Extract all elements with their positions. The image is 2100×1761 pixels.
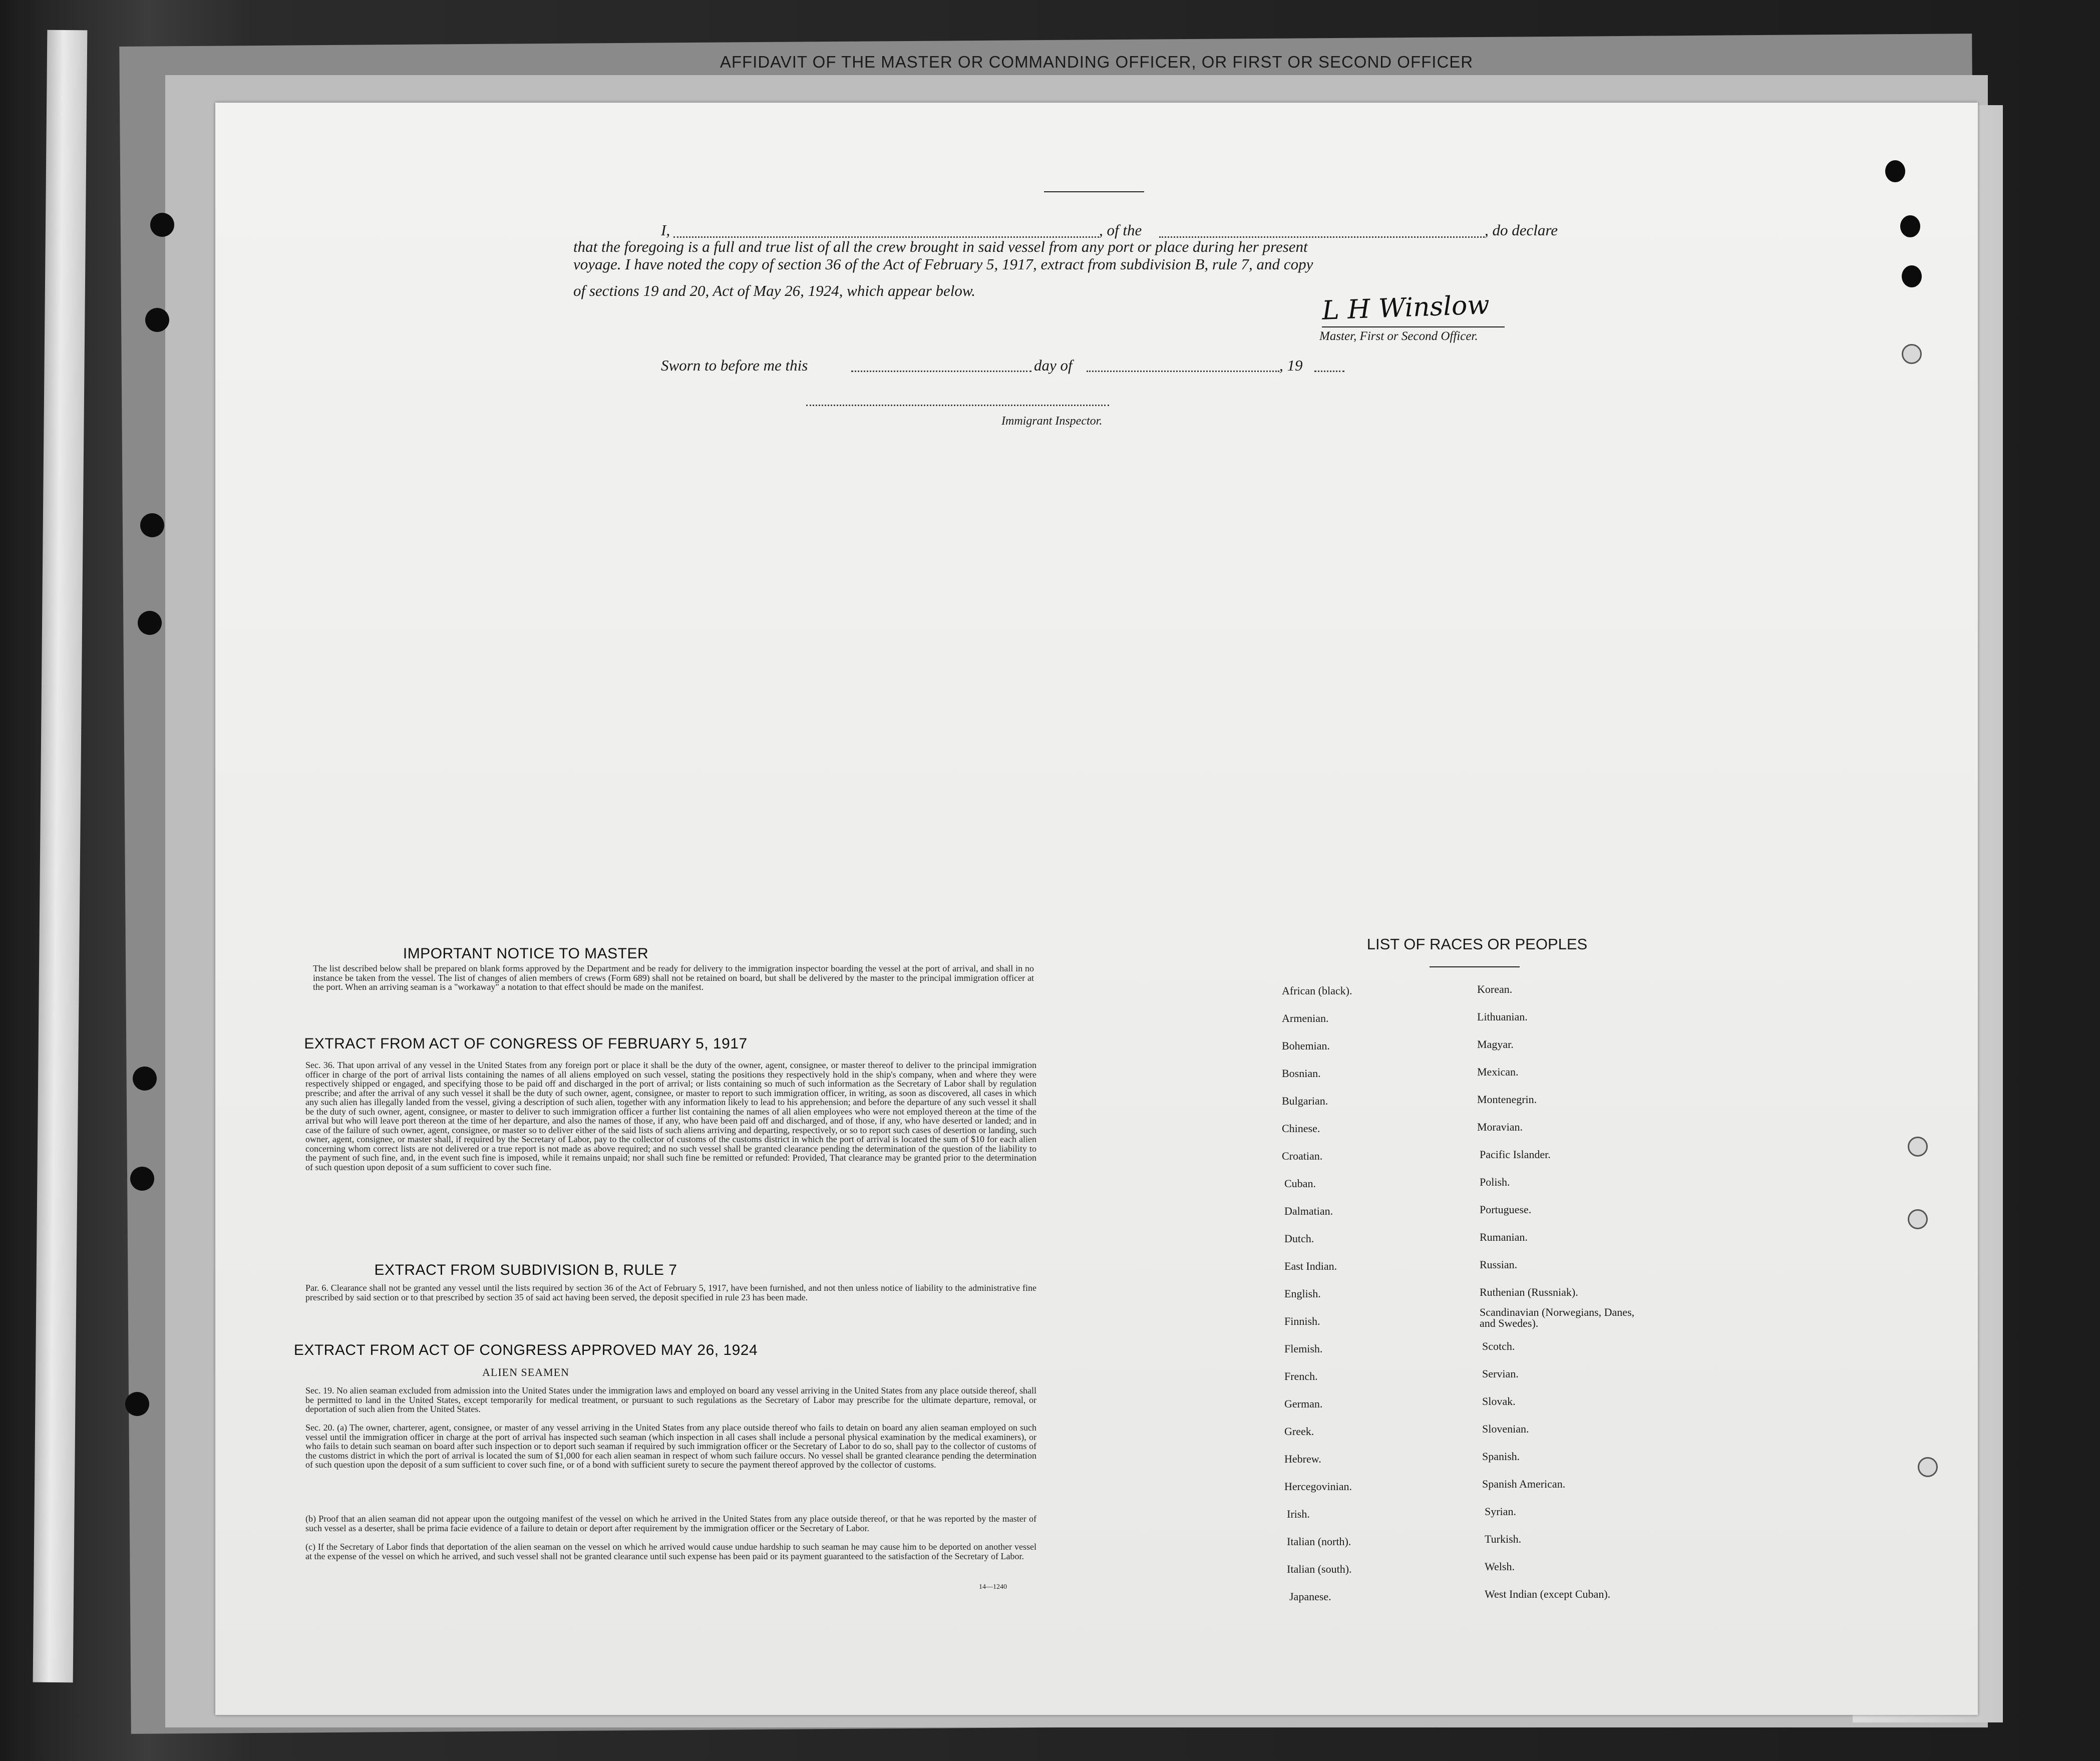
sec20c-body: (c) If the Secretary of Labor finds that deportation of the alien seaman on the vessel on which he arrived would cause undue hardship to such seaman he may cause him to be deported on another vessel at the expense of the vessel on which he arrived, and such vessel shall not be granted clearance until such expense has been paid or its payment guaranteed to the satisfaction of the Secretary of Labor. bbox=[305, 1542, 1036, 1561]
race-right: Russian. bbox=[1480, 1258, 1518, 1271]
race-right: Magyar. bbox=[1477, 1038, 1514, 1050]
race-right: Slovak. bbox=[1482, 1395, 1516, 1407]
inspector-label: Immigrant Inspector. bbox=[1001, 415, 1103, 428]
notice-title: IMPORTANT NOTICE TO MASTER bbox=[403, 945, 649, 962]
extract-1917-title: EXTRACT FROM ACT OF CONGRESS OF FEBRUARY 5, 1917 bbox=[304, 1035, 748, 1052]
race-right: Korean. bbox=[1477, 983, 1513, 995]
race-left: Bosnian. bbox=[1282, 1067, 1321, 1080]
race-left: Japanese. bbox=[1289, 1590, 1331, 1603]
signature-label: Master, First or Second Officer. bbox=[1319, 329, 1478, 343]
extract-rule7-body: Par. 6. Clearance shall not be granted any vessel until the lists required by section 36 of the Act of February 5, 1917, have been furnished, and not then unless notice of liability to the administrative fine prescribed by said section or to that prescribed by section 35 of said act having been served, the deposit specified in rule 23 has been made. bbox=[305, 1283, 1036, 1302]
race-right: Spanish. bbox=[1482, 1450, 1520, 1463]
race-left: Dutch. bbox=[1284, 1232, 1314, 1245]
race-right: Ruthenian (Russniak). bbox=[1480, 1286, 1578, 1298]
sworn-month-blank bbox=[1087, 371, 1279, 372]
race-left: Greek. bbox=[1284, 1425, 1314, 1438]
punch-hole bbox=[140, 513, 164, 537]
races-title: LIST OF RACES OR PEOPLES bbox=[1366, 935, 1588, 953]
punch-hole bbox=[1918, 1457, 1938, 1477]
alien-seamen-subtitle: ALIEN SEAMEN bbox=[482, 1366, 569, 1378]
affidavit-line-1 bbox=[661, 221, 670, 239]
race-left: Hercegovinian. bbox=[1284, 1480, 1352, 1493]
race-left: English. bbox=[1284, 1287, 1321, 1300]
race-left: East Indian. bbox=[1284, 1260, 1337, 1272]
affidavit-i: I, bbox=[661, 221, 670, 239]
inspector-signature-blank bbox=[806, 405, 1109, 406]
race-left: African (black). bbox=[1282, 984, 1352, 997]
races-title-underline bbox=[1430, 966, 1520, 967]
form-page bbox=[215, 103, 1978, 1715]
notice-body: The list described below shall be prepared on blank forms approved by the Department and be ready for delivery to the immigration inspector boarding the vessel at the port of arrival, and shall in no instance be taken from the vessel. The list of changes of alien members of crews (Form 689) shall not be retained on board, but shall be delivered by the master to the principal immigration officer at the port. When an arriving seaman is a "workaway" a notation to that effect should be made on the manifest. bbox=[313, 963, 1034, 992]
race-left: Dalmatian. bbox=[1284, 1205, 1333, 1217]
race-left: German. bbox=[1284, 1397, 1323, 1410]
sworn-year: , 19 bbox=[1279, 357, 1303, 374]
form-number: 14—1240 bbox=[979, 1583, 1007, 1591]
punch-hole bbox=[1908, 1137, 1928, 1157]
sworn-prefix: Sworn to before me this bbox=[661, 357, 808, 374]
race-left: Finnish. bbox=[1284, 1315, 1320, 1327]
race-right: Slovenian. bbox=[1482, 1423, 1529, 1435]
punch-hole bbox=[1902, 344, 1922, 364]
race-right: Spanish American. bbox=[1482, 1478, 1566, 1490]
race-left: Bulgarian. bbox=[1282, 1095, 1328, 1107]
affidavit-line-3: voyage. I have noted the copy of section 36 of the Act of February 5, 1917, extract from subdivision B, rule 7, and copy bbox=[573, 255, 1313, 273]
race-left: Bohemian. bbox=[1282, 1039, 1330, 1052]
punch-hole bbox=[130, 1167, 154, 1191]
race-right: Scotch. bbox=[1482, 1340, 1515, 1352]
sec19-body: Sec. 19. No alien seaman excluded from admission into the United States under the immigration laws and employed on board any vessel arriving in the United States from any place outside thereof, shall be permitted to land in the United States, except temporarily for medical treatment, or pursuant to such regulations as the Secretary of Labor may prescribe for the ultimate departure, removal, or deportation of such alien from the United States. bbox=[305, 1385, 1036, 1414]
title-underline bbox=[1044, 191, 1144, 192]
race-right: Pacific Islander. bbox=[1480, 1148, 1551, 1161]
affidavit-line-4: of sections 19 and 20, Act of May 26, 1924, which appear below. bbox=[573, 282, 976, 299]
race-right: Moravian. bbox=[1477, 1121, 1523, 1133]
punch-hole bbox=[133, 1067, 157, 1091]
race-left: French. bbox=[1284, 1370, 1318, 1382]
race-right: Portuguese. bbox=[1480, 1203, 1532, 1216]
race-right: Servian. bbox=[1482, 1367, 1519, 1380]
extract-rule7-title: EXTRACT FROM SUBDIVISION B, RULE 7 bbox=[374, 1262, 677, 1278]
punch-hole bbox=[1900, 215, 1920, 237]
race-right: Polish. bbox=[1480, 1176, 1510, 1188]
sec20a-body: Sec. 20. (a) The owner, charterer, agent, consignee, or master of any vessel arriving in the United States from any place outside thereof who fails to detain on board any alien seaman employed on such vessel until the immigration officer in charge at the port of arrival has inspected such seaman (which inspection in all cases shall include a personal physical examination by the medical examiners), or who fails to detain such seaman on board after such inspection or to deport such seaman if required by such immigration officer or the Secretary of Labor to do so, shall pay to the collector of customs of the customs district in which the port of arrival is located the sum of $1,000 for each alien seaman in respect of whom such failure occurs. No vessel shall be granted clearance pending the determination of such question upon the deposit of a sum sufficient to cover such fine, or of a bond with sufficient surety to secure the payment thereof approved by the collector of customs. bbox=[305, 1423, 1036, 1470]
sworn-day: day of bbox=[1034, 357, 1073, 374]
race-left: Hebrew. bbox=[1284, 1453, 1321, 1465]
race-right: Turkish. bbox=[1485, 1533, 1522, 1545]
race-left: Armenian. bbox=[1282, 1012, 1329, 1024]
punch-hole bbox=[1908, 1209, 1928, 1229]
punch-hole bbox=[1885, 160, 1905, 182]
race-right: Syrian. bbox=[1485, 1505, 1516, 1518]
race-right: Scandinavian (Norwegians, Danes, and Swedes). bbox=[1480, 1306, 1635, 1329]
race-right: Mexican. bbox=[1477, 1066, 1519, 1078]
extract-1917-body: Sec. 36. That upon arrival of any vessel in the United States from any foreign port or place it shall be the duty of the owner, agent, consignee, or master thereof to deliver to the principal immigration officer in charge of the port of arrival lists containing the names of all aliens employed on such vessel, stating the positions they respectively hold in the ship's company, when and where they were respectively shipped or engaged, and specifying those to be paid off and discharged in the port of arrival; or lists containing so much of such information as the Secretary of Labor shall by regulation prescribe; and after the arrival of any such vessel it shall be the duty of such owner, agent, consignee, or master to report to such immigration officer, in writing, as soon as discovered, all cases in which any such alien has illegally landed from the vessel, giving a description of such alien, together with any information likely to lead to his apprehension; and before the departure of any such vessel it shall be the duty of such owner, agent, consignee, or master to deliver to such immigration officer a further list containing the names of all alien employees who were not employed thereon at the time of the arrival but who will leave port thereon at the time of her departure, and also the names of those, if any, who have been paid off and discharged, and of those, if any, who have deserted or landed; and in case of the failure of such owner, agent, consignee, or master so to deliver either of the said lists of such aliens arriving and departing, respectively, or so to report such cases of desertion or landing, such owner, agent, consignee, or master shall, if required by the Secretary of Labor, pay to the collector of customs of the customs district in which the port of arrival is located the sum of $10 for each alien concerning whom correct lists are not delivered or a true report is not made as above required; and no such vessel shall be granted clearance pending the determination of the question of the liability to the payment of such fine, and, in the event such fine is imposed, while it remains unpaid; nor shall such fine be remitted or refunded: Provided, That clearance may be granted prior to the determination of such question upon deposit of a sum sufficient to cover such fine. bbox=[305, 1060, 1036, 1172]
race-left: Italian (south). bbox=[1287, 1563, 1352, 1575]
extract-1924-title: EXTRACT FROM ACT OF CONGRESS APPROVED MAY 26, 1924 bbox=[293, 1342, 758, 1358]
race-right: Rumanian. bbox=[1480, 1231, 1528, 1243]
affidavit-line-2: that the foregoing is a full and true list of all the crew brought in said vessel from any port or place during her present bbox=[573, 238, 1308, 255]
race-right: Welsh. bbox=[1485, 1560, 1515, 1573]
master-signature: L H Winslow bbox=[1321, 290, 1490, 326]
punch-hole bbox=[138, 611, 162, 635]
race-left: Irish. bbox=[1287, 1508, 1310, 1520]
punch-hole bbox=[1902, 265, 1922, 287]
sec20b-body: (b) Proof that an alien seaman did not appear upon the outgoing manifest of the vessel on which he arrived in the United States from any place outside thereof, or that he was reported by the master of such vessel as a deserter, shall be prima facie evidence of a failure to detain or deport after requirement by the immigration officer or the Secretary of Labor. bbox=[305, 1514, 1036, 1533]
race-left: Cuban. bbox=[1284, 1177, 1316, 1190]
punch-hole bbox=[125, 1392, 149, 1416]
race-right: Lithuanian. bbox=[1477, 1010, 1528, 1023]
race-left: Italian (north). bbox=[1287, 1535, 1351, 1548]
race-right: West Indian (except Cuban). bbox=[1485, 1588, 1611, 1600]
race-left: Chinese. bbox=[1282, 1122, 1320, 1135]
signature-line bbox=[1322, 326, 1505, 327]
affidavit-of-the: , of the bbox=[1099, 221, 1142, 239]
affidavit-title: AFFIDAVIT OF THE MASTER OR COMMANDING OFFICER, OR FIRST OR SECOND OFFICER bbox=[720, 53, 1474, 71]
punch-hole bbox=[150, 213, 174, 237]
sworn-year-blank bbox=[1314, 371, 1344, 372]
race-left: Flemish. bbox=[1284, 1342, 1323, 1355]
race-right: Montenegrin. bbox=[1477, 1093, 1537, 1106]
race-left: Croatian. bbox=[1282, 1150, 1323, 1162]
affidavit-declare: , do declare bbox=[1485, 221, 1558, 239]
punch-hole bbox=[145, 308, 169, 332]
sworn-date-blank bbox=[851, 371, 1031, 372]
